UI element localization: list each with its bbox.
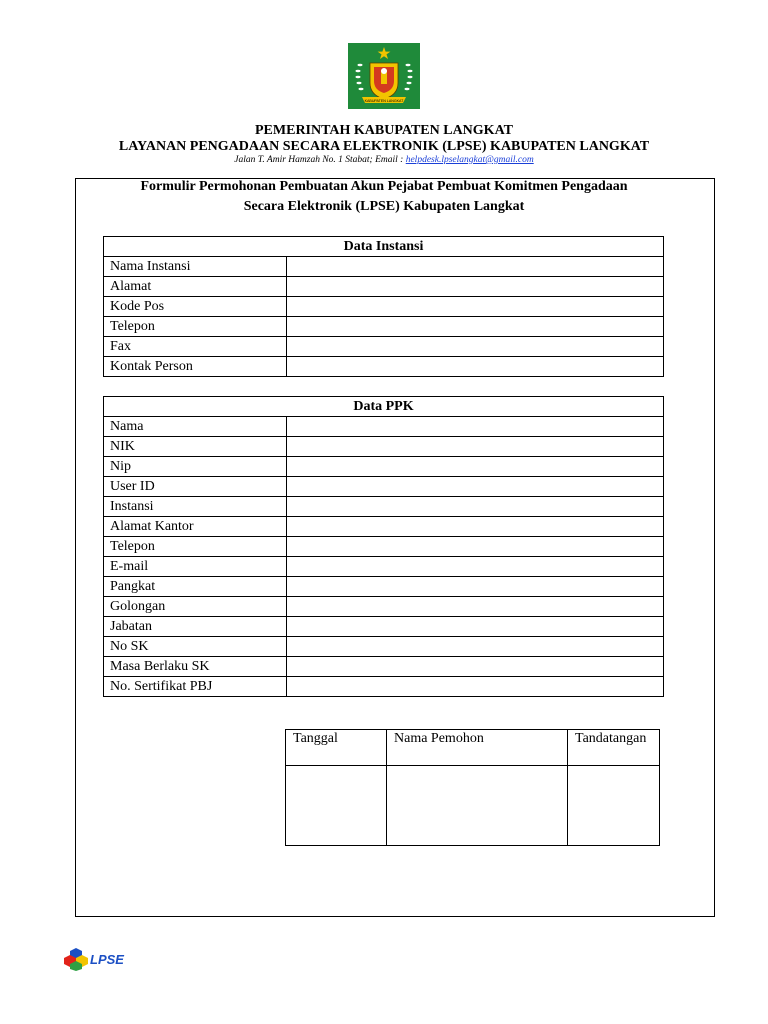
data-instansi-heading: Data Instansi xyxy=(104,237,664,257)
table-row xyxy=(104,277,664,297)
table-row xyxy=(104,457,664,477)
address-text: Jalan T. Amir Hamzah No. 1 Stabat; Email : xyxy=(234,155,406,165)
table-row xyxy=(104,417,664,437)
input-cell[interactable] xyxy=(287,337,664,357)
row-label: Alamat Kantor xyxy=(104,517,287,537)
row-label: Nama xyxy=(104,417,287,437)
table-row xyxy=(104,597,664,617)
input-cell[interactable] xyxy=(287,657,664,677)
government-name: PEMERINTAH KABUPATEN LANGKAT xyxy=(255,123,513,138)
row-label: Nama Instansi xyxy=(104,257,287,277)
crest-banner-text: KABUPATEN LANGKAT xyxy=(364,99,404,103)
input-cell[interactable] xyxy=(287,677,664,697)
table-row xyxy=(104,517,664,537)
table-row xyxy=(104,577,664,597)
row-label: NIK xyxy=(104,437,287,457)
input-cell[interactable] xyxy=(287,577,664,597)
row-label: Jabatan xyxy=(104,617,287,637)
row-label: Alamat xyxy=(104,277,287,297)
data-instansi-table xyxy=(103,236,664,377)
input-cell[interactable] xyxy=(287,417,664,437)
data-ppk-heading: Data PPK xyxy=(104,397,664,417)
email-link[interactable]: helpdesk.lpselangkat@gmail.com xyxy=(405,155,534,165)
table-row xyxy=(104,537,664,557)
table-row xyxy=(104,617,664,637)
input-cell[interactable] xyxy=(287,637,664,657)
table-row xyxy=(104,497,664,517)
table-row xyxy=(104,657,664,677)
row-label: Instansi xyxy=(104,497,287,517)
applicant-name-cell[interactable] xyxy=(387,766,568,846)
input-cell[interactable] xyxy=(287,297,664,317)
lpse-logo xyxy=(63,945,131,971)
input-cell[interactable] xyxy=(287,457,664,477)
table-row xyxy=(104,337,664,357)
table-row xyxy=(104,437,664,457)
row-label: Kontak Person xyxy=(104,357,287,377)
input-cell[interactable] xyxy=(287,617,664,637)
kabupaten-langkat-crest-logo xyxy=(348,43,420,109)
signature-header: Tandatangan xyxy=(568,730,660,766)
row-label: No SK xyxy=(104,637,287,657)
table-row xyxy=(104,677,664,697)
row-label: Telepon xyxy=(104,537,287,557)
table-row xyxy=(104,317,664,337)
row-label: Nip xyxy=(104,457,287,477)
data-ppk-table xyxy=(103,396,664,697)
input-cell[interactable] xyxy=(287,557,664,577)
row-label: Golongan xyxy=(104,597,287,617)
input-cell[interactable] xyxy=(287,517,664,537)
row-label: User ID xyxy=(104,477,287,497)
input-cell[interactable] xyxy=(287,437,664,457)
input-cell[interactable] xyxy=(287,537,664,557)
table-row xyxy=(104,257,664,277)
table-row xyxy=(104,557,664,577)
date-header: Tanggal xyxy=(286,730,387,766)
agency-name: LAYANAN PENGADAAN SECARA ELEKTRONIK (LPSE) KABUPATEN LANGKAT xyxy=(118,139,650,154)
table-row xyxy=(104,357,664,377)
input-cell[interactable] xyxy=(287,257,664,277)
row-label: Kode Pos xyxy=(104,297,287,317)
table-row xyxy=(104,297,664,317)
input-cell[interactable] xyxy=(287,597,664,617)
row-label: Pangkat xyxy=(104,577,287,597)
row-label: Masa Berlaku SK xyxy=(104,657,287,677)
signature-cell[interactable] xyxy=(568,766,660,846)
form-title-line-2: Secara Elektronik (LPSE) Kabupaten Langkat xyxy=(243,199,525,214)
table-row xyxy=(104,477,664,497)
row-label: E-mail xyxy=(104,557,287,577)
address-line xyxy=(0,155,768,165)
row-label: No. Sertifikat PBJ xyxy=(104,677,287,697)
input-cell[interactable] xyxy=(287,357,664,377)
input-cell[interactable] xyxy=(287,317,664,337)
row-label: Telepon xyxy=(104,317,287,337)
input-cell[interactable] xyxy=(287,277,664,297)
applicant-name-header: Nama Pemohon xyxy=(387,730,568,766)
date-cell[interactable] xyxy=(286,766,387,846)
form-title-line-1: Formulir Permohonan Pembuatan Akun Pejabat Pembuat Komitmen Pengadaan xyxy=(140,179,628,194)
row-label: Fax xyxy=(104,337,287,357)
lpse-logo-text: LPSE xyxy=(90,952,124,967)
signature-table xyxy=(285,729,660,846)
table-row xyxy=(104,637,664,657)
input-cell[interactable] xyxy=(287,477,664,497)
input-cell[interactable] xyxy=(287,497,664,517)
